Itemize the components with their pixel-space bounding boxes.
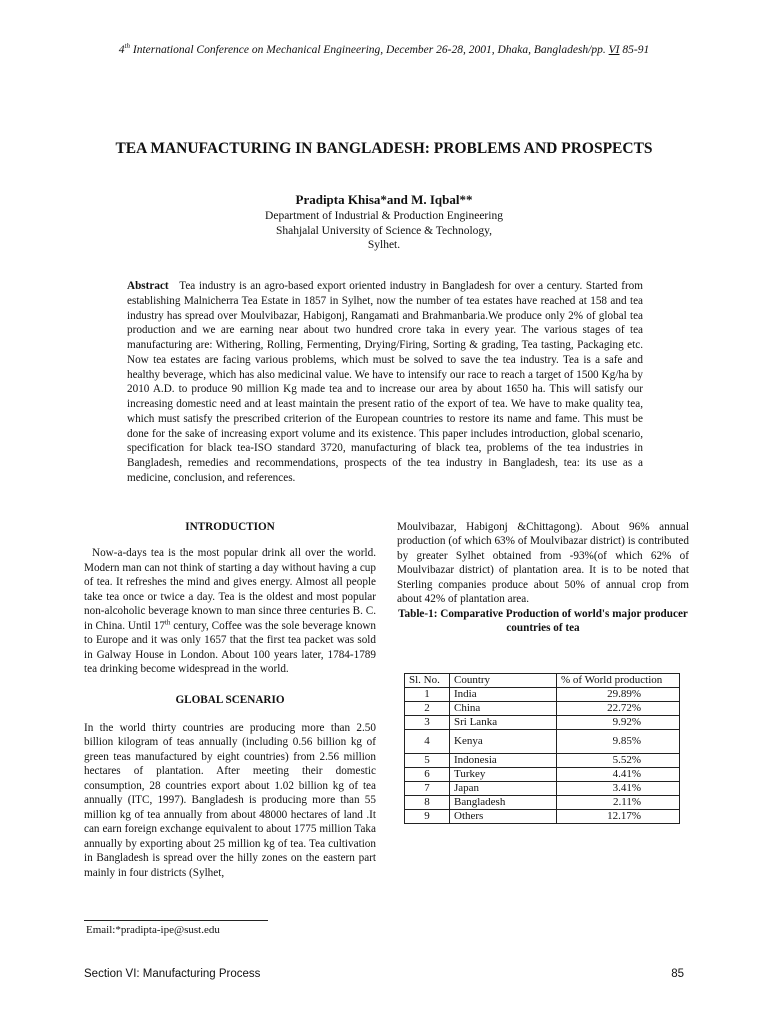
table-row — [405, 702, 680, 716]
table-row — [405, 782, 680, 796]
table-cell: Kenya — [450, 730, 557, 754]
left-column — [84, 520, 376, 880]
paper-title: TEA MANUFACTURING IN BANGLADESH: PROBLEMS AND PROSPECTS — [115, 140, 653, 157]
table-caption: Table-1: Comparative Production of world's major producer countries of tea — [398, 607, 688, 635]
affiliation-line: Shahjalal University of Science & Technology, — [275, 224, 493, 237]
table-cell: 8 — [405, 796, 450, 810]
table-row — [405, 688, 680, 702]
table-row — [405, 730, 680, 754]
intro-sup: th — [164, 617, 171, 626]
table-cell: 7 — [405, 782, 450, 796]
table-cell: 2.11% — [557, 796, 680, 810]
table-cell: Bangladesh — [450, 796, 557, 810]
abstract — [127, 279, 643, 486]
table-cell: 9 — [405, 810, 450, 824]
header-prefix: 4 — [118, 43, 125, 56]
table-cell: 6 — [405, 768, 450, 782]
right-column — [397, 520, 689, 636]
table-cell: 9.92% — [557, 716, 680, 730]
table-cell: Indonesia — [450, 754, 557, 768]
authors: Pradipta Khisa*and M. Iqbal** — [295, 192, 473, 207]
global-scenario-heading: GLOBAL SCENARIO — [175, 693, 285, 706]
footnote-rule — [84, 920, 268, 921]
affiliation-line: Sylhet. — [367, 239, 401, 251]
table-cell: 3 — [405, 716, 450, 730]
table-header-cell: % of World production — [557, 674, 680, 688]
table-cell: Others — [450, 810, 557, 824]
table-row — [405, 768, 680, 782]
table-cell: 3.41% — [557, 782, 680, 796]
production-table — [404, 673, 680, 824]
table-cell: 12.17% — [557, 810, 680, 824]
table-cell: India — [450, 688, 557, 702]
table-cell: 4.41% — [557, 768, 680, 782]
right-column-paragraph: Moulvibazar, Habigonj &Chittagong). About 96% annual production (of which 63% of Moulvibazar district) is contributed by greater Sylhet obtained from -93%(of which 62% of Moulvibazar district) of plantation area. It is to be noted that Sterling companies produce about 50% of annual crop from about 42% of plantation area. — [397, 521, 689, 606]
intro-text-rest: century, Coffee was the sole beverage known to Europe and it was only 1657 that the first tea packet was sold in Galway House in London. About 100 years later, 1784-1789 tea drinking become widespread in the world. — [84, 619, 376, 676]
header-sup: th — [124, 42, 130, 50]
table-cell: 22.72% — [557, 702, 680, 716]
table-cell: 1 — [405, 688, 450, 702]
table-row — [405, 796, 680, 810]
table-header-cell: Sl. No. — [405, 674, 450, 688]
header-pages: 85-91 — [619, 43, 650, 56]
table-row — [405, 810, 680, 824]
header-section: VI — [608, 43, 620, 56]
table-cell: Japan — [450, 782, 557, 796]
table-cell: 4 — [405, 730, 450, 754]
table-cell: Sri Lanka — [450, 716, 557, 730]
table-header-row — [405, 674, 680, 688]
table-cell: Turkey — [450, 768, 557, 782]
table-cell: 2 — [405, 702, 450, 716]
table-row — [405, 754, 680, 768]
table-cell: 5 — [405, 754, 450, 768]
running-header — [0, 42, 768, 56]
table-cell: China — [450, 702, 557, 716]
footer-section: Section VI: Manufacturing Process — [84, 968, 261, 980]
introduction-paragraph — [84, 546, 376, 676]
page-footer — [84, 968, 684, 980]
global-scenario-paragraph: In the world thirty countries are producing more than 2.50 billion kilogram of teas annually (including 0.56 billion kg of green teas manufactured by eight countries) from 2.56 million hectares of plantation. After meeting their domestic consumption, 28 countries export about 1.02 billion kg of tea annually (ITC, 1997). Bangladesh is producing more than 55 million kg of tea annually from about 48000 hectares of land .It can earn foreign exchange equivalent to about 1775 million Taka annually by exporting about 25 million kg of tea. Tea cultivation in Bangladesh is spread over the hilly zones on the eastern part mainly in four districts (Sylhet, — [84, 721, 376, 879]
header-conference: International Conference on Mechanical Engineering, December 26-28, 2001, Dhaka, Bangladesh/pp. — [129, 43, 609, 56]
affiliation-line: Department of Industrial & Production Engineering — [265, 210, 503, 222]
affiliation — [0, 209, 768, 253]
intro-text: Now-a-days tea is the most popular drink all over the world. Modern man can not think of starting a day without having a cup of tea. It refreshes the mind and gives energy. Almost all people take tea once or twice a day. Tea is the oldest and most popular non-alcoholic beverage known to man since three centuries B. C. in China. Until 17 — [84, 547, 376, 632]
table-cell: 5.52% — [557, 754, 680, 768]
introduction-heading: INTRODUCTION — [185, 521, 275, 533]
abstract-text: Tea industry is an agro-based export oriented industry in Bangladesh for over a century. Started from establishing Malnicherra Tea Estate in 1857 in Sylhet, now the number of tea estates have reached at 158 and tea industry has spread over Moulvibazar, Habigonj, Rangamati and Brahmanbaria.We produce only 2% of global tea production and we are earning near about two hundred crore taka in every year. The various stages of tea manufacturing are: Withering, Rolling, Fermenting, Drying/Firing, Sorting & grading, Tea tasting, Packaging etc. Now tea estates are facing various problems, which must be solved to save the tea industry. Tea is a safe and healthy beverage, which has also medicinal value. We have to intensify our race to reach a target of 1500 Kg/ha by 2010 A.D. to produce 90 million Kg made tea and to increase our area by about 1650 ha. This will satisfy our increasing domestic need and at least maintain the present ratio of the export of tea. We have to make quality tea, which must satisfy the prescribed criterion of the European countries to restore its name and fame. This must be done for the sake of increasing export volume and its existence. This paper includes introduction, global scenario, specification for black tea-ISO standard 3720, manufacturing of black tea, problems of the tea industries in Bangladesh, remedies and recommendations, prospects of the tea industry in Bangladesh, tea: its use as a medicine, conclusion, and references. — [127, 280, 643, 484]
page-number: 85 — [671, 968, 684, 980]
table-row — [405, 716, 680, 730]
table-cell: 9.85% — [557, 730, 680, 754]
table-cell: 29.89% — [557, 688, 680, 702]
table-header-cell: Country — [450, 674, 557, 688]
abstract-label: Abstract — [127, 280, 169, 292]
footnote-email: Email:*pradipta-ipe@sust.edu — [86, 924, 220, 936]
